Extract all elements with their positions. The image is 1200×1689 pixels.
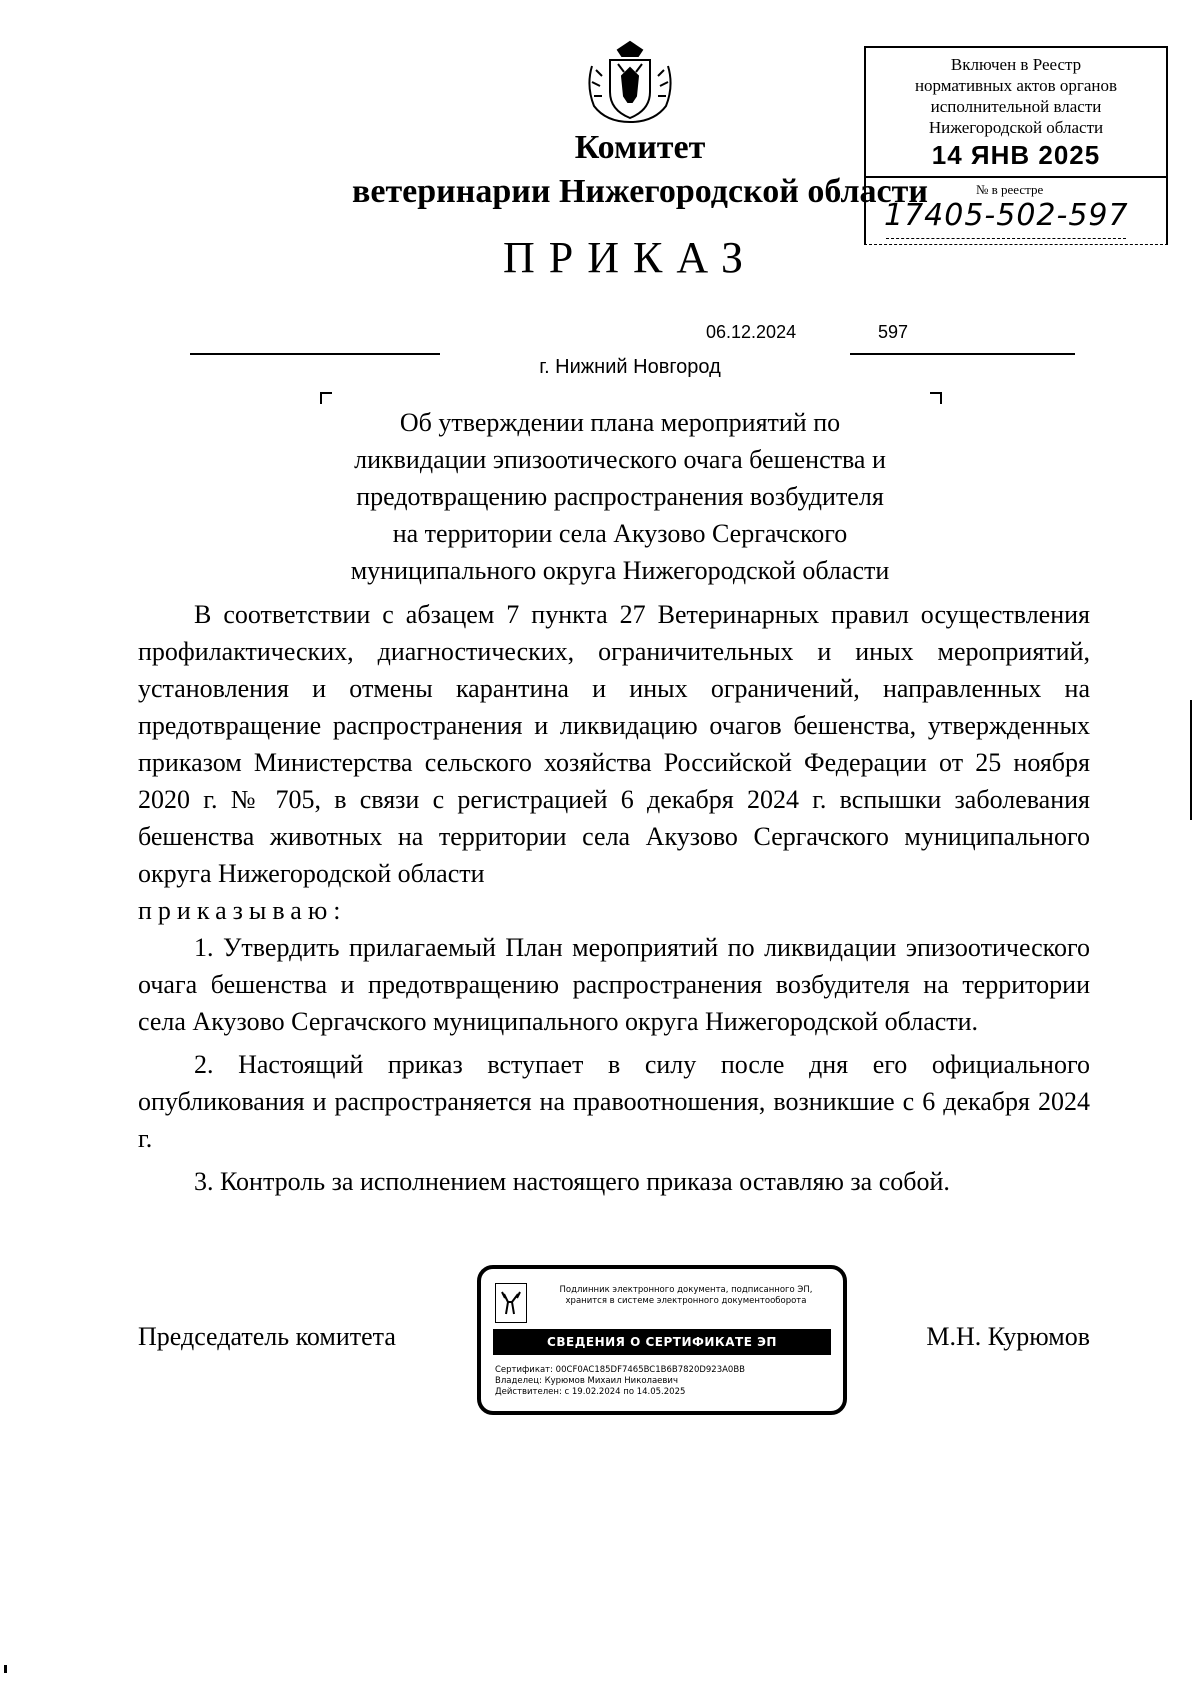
preamble-paragraph: В соответствии с абзацем 7 пункта 27 Ветеринарных правил осуществления профилактических, диагностических, ограничительных и иных мероприятий, установления и отмены карантина и иных ограничений, направленных на предотвращение распространения и ликвидацию очагов бешенства, утвержденных приказом Министерства сельского хозяйства Российской Федерации от 25 ноября 2020 г. № 705, в связи с регистрацией 6 декабря 2024 г. вспышки заболевания бешенства животных на территории села Акузово Сергачского муниципального округа Нижегородской области xyxy=(138,600,1090,888)
title-corner-left xyxy=(320,392,332,404)
scan-artifact xyxy=(1190,700,1192,820)
registry-stamp-line: исполнительной власти xyxy=(930,97,1102,116)
registry-stamp-line: Нижегородской области xyxy=(928,118,1104,137)
signatory-position: Председатель комитета xyxy=(138,1322,396,1351)
registry-stamp-line: нормативных актов органов xyxy=(914,76,1118,95)
document-number: 597 xyxy=(878,322,909,342)
registry-stamp-date: 14 ЯНВ 2025 xyxy=(931,140,1101,170)
esignature-header-line: хранится в системе электронного документооборота xyxy=(565,1296,807,1306)
coat-of-arms-icon xyxy=(580,36,680,126)
registry-stamp xyxy=(864,46,1168,245)
title-line: Об утверждении плана мероприятий по xyxy=(399,408,841,437)
registry-number: 17405-502-597 xyxy=(884,198,1129,233)
esignature-certificate: Сертификат: 00CF0AC185DF7465BC1B6B7820D923A0BB xyxy=(495,1365,746,1375)
order-item-2: 2. Настоящий приказ вступает в силу после дня его официального опубликования и распространяется на правоотношения, возникшие с 6 декабря 2024 г. xyxy=(138,1050,1090,1153)
order-item-1: 1. Утвердить прилагаемый План мероприятий по ликвидации эпизоотического очага бешенства и предотвращению распространения возбудителя на территории села Акузово Сергачского муниципального округа Нижегородской области. xyxy=(138,933,1090,1036)
esignature-owner: Владелец: Курюмов Михаил Николаевич xyxy=(495,1376,678,1386)
org-name-line2: ветеринарии Нижегородской области xyxy=(352,173,928,210)
document-title xyxy=(300,404,940,589)
esignature-info xyxy=(495,1365,835,1398)
number-underline xyxy=(850,353,1075,355)
title-line: ликвидации эпизоотического очага бешенства и xyxy=(354,445,886,474)
title-line: на территории села Акузово Сергачского xyxy=(392,519,848,548)
document-body xyxy=(138,596,1090,1200)
title-line: предотвращению распространения возбудителя xyxy=(356,482,884,511)
registry-stamp-line: Включен в Реестр xyxy=(950,55,1082,74)
title-line: муниципального округа Нижегородской области xyxy=(350,556,890,585)
esignature-validity: Действителен: с 19.02.2024 по 14.05.2025 xyxy=(495,1387,686,1397)
esignature-header-line: Подлинник электронного документа, подписанного ЭП, xyxy=(559,1285,813,1295)
document-city: г. Нижний Новгород xyxy=(539,356,721,378)
scan-artifact xyxy=(4,1665,7,1673)
registry-number-underline xyxy=(886,238,1126,239)
document-type: ПРИКАЗ xyxy=(502,233,758,282)
deer-emblem-icon xyxy=(495,1283,527,1323)
org-name-line1: Комитет xyxy=(574,129,706,166)
electronic-signature-stamp xyxy=(477,1265,847,1415)
registry-number-label: № в реестре xyxy=(976,182,1044,197)
signatory-name: М.Н. Курюмов xyxy=(926,1322,1090,1351)
esignature-title-bar: СВЕДЕНИЯ О СЕРТИФИКАТЕ ЭП xyxy=(493,1329,831,1355)
esignature-header xyxy=(531,1285,841,1307)
registry-stamp-divider xyxy=(866,176,1166,178)
title-corner-right xyxy=(930,392,942,404)
date-underline xyxy=(190,353,440,355)
order-item-3: 3. Контроль за исполнением настоящего приказа оставляю за собой. xyxy=(194,1167,950,1196)
document-date: 06.12.2024 xyxy=(706,322,797,342)
registry-stamp-text xyxy=(866,54,1166,138)
order-word: приказываю: xyxy=(138,896,347,925)
